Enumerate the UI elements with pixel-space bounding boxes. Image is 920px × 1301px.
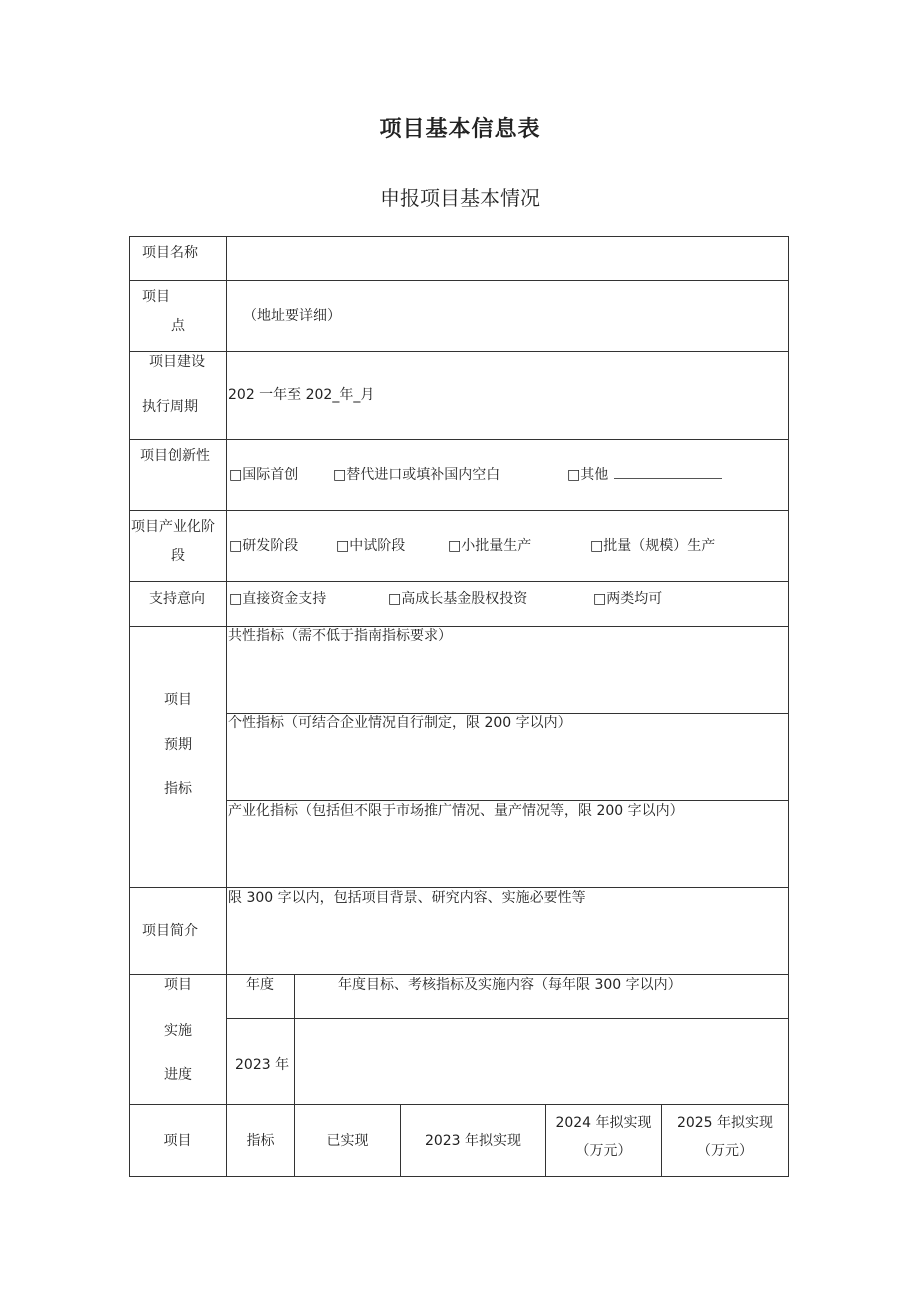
project-info-table — [129, 236, 789, 1177]
label-location-line1: 项目 — [142, 289, 170, 305]
header-year: 年度 — [246, 977, 274, 993]
label-stage-line1: 项目产业化阶 — [131, 519, 215, 535]
option-small-batch[interactable]: □小批量生产 — [448, 538, 532, 554]
common-indicators-field[interactable]: 共性指标（需不低于指南指标要求） — [228, 628, 452, 644]
label-period-line2: 执行周期 — [142, 399, 198, 415]
header-2025-target-line2: （万元） — [697, 1143, 753, 1159]
location-field[interactable]: （地址要详细） — [243, 308, 341, 324]
sub-row-divider — [226, 800, 789, 801]
label-progress-line3: 进度 — [164, 1067, 192, 1083]
label-support: 支持意向 — [149, 591, 205, 607]
option-import-substitution[interactable]: □替代进口或填补国内空白 — [333, 467, 501, 483]
header-2024-target-line2: （万元） — [575, 1143, 632, 1159]
label-innovation: 项目创新性 — [140, 448, 210, 464]
table-border-bottom — [129, 1176, 789, 1177]
option-international-first[interactable]: □国际首创 — [229, 467, 299, 483]
brief-field[interactable]: 限 300 字以内，包括项目背景、研究内容、实施必要性等 — [228, 890, 586, 906]
row-divider — [129, 351, 789, 352]
label-progress-line2: 实施 — [164, 1023, 192, 1039]
label-location-line2: 点 — [171, 318, 185, 334]
header-2023-target: 2023 年拟实现 — [424, 1133, 522, 1149]
header-achieved: 已实现 — [326, 1133, 369, 1149]
table-border-right — [788, 236, 789, 1177]
period-field[interactable]: 202 一年至 202_年_月 — [228, 387, 375, 403]
option-other[interactable] — [567, 466, 722, 484]
option-direct-funding[interactable]: □直接资金支持 — [229, 591, 327, 607]
row-divider — [129, 887, 789, 888]
label-stage-line2: 段 — [171, 548, 185, 564]
project-name-field[interactable] — [227, 236, 788, 280]
label-column-divider — [226, 236, 227, 1177]
label-indicators-line1: 项目 — [164, 692, 192, 708]
row-divider — [129, 510, 789, 511]
row-divider — [129, 1104, 789, 1105]
industrialization-indicators-field[interactable]: 产业化指标（包括但不限于市场推广情况、量产情况等，限 200 字以内） — [228, 803, 684, 819]
header-annual-targets: 年度目标、考核指标及实施内容（每年限 300 字以内） — [338, 977, 682, 993]
label-brief: 项目简介 — [142, 923, 198, 939]
header-item: 项目 — [163, 1133, 192, 1149]
option-other-label: □其他 — [567, 467, 609, 483]
progress-2023-field[interactable] — [296, 1019, 788, 1104]
option-equity-investment[interactable]: □高成长基金股权投资 — [388, 591, 528, 607]
option-pilot-stage[interactable]: □中试阶段 — [336, 538, 406, 554]
year-2023-label: 2023 年 — [235, 1057, 290, 1073]
label-indicators-line2: 预期 — [164, 737, 192, 753]
label-indicators-line3: 指标 — [164, 781, 192, 797]
label-progress-line1: 项目 — [164, 977, 192, 993]
label-period-line1: 项目建设 — [149, 354, 205, 370]
header-indicator: 指标 — [246, 1133, 275, 1149]
table-border-left — [129, 236, 130, 1177]
option-rd-stage[interactable]: □研发阶段 — [229, 538, 299, 554]
row-divider — [129, 581, 789, 582]
option-mass-production[interactable]: □批量（规模）生产 — [590, 538, 716, 554]
individual-indicators-field[interactable]: 个性指标（可结合企业情况自行制定，限 200 字以内） — [228, 715, 572, 731]
header-2025-target-line1: 2025 年拟实现 — [676, 1115, 774, 1131]
row-divider — [129, 439, 789, 440]
option-both[interactable]: □两类均可 — [593, 591, 663, 607]
label-project-name: 项目名称 — [142, 245, 198, 261]
page-title: 项目基本信息表 — [379, 117, 541, 142]
row-divider — [129, 280, 789, 281]
header-2024-target-line1: 2024 年拟实现 — [555, 1115, 652, 1131]
row-divider — [129, 974, 789, 975]
section-subtitle: 申报项目基本情况 — [380, 186, 540, 210]
other-blank-line[interactable] — [614, 466, 722, 479]
